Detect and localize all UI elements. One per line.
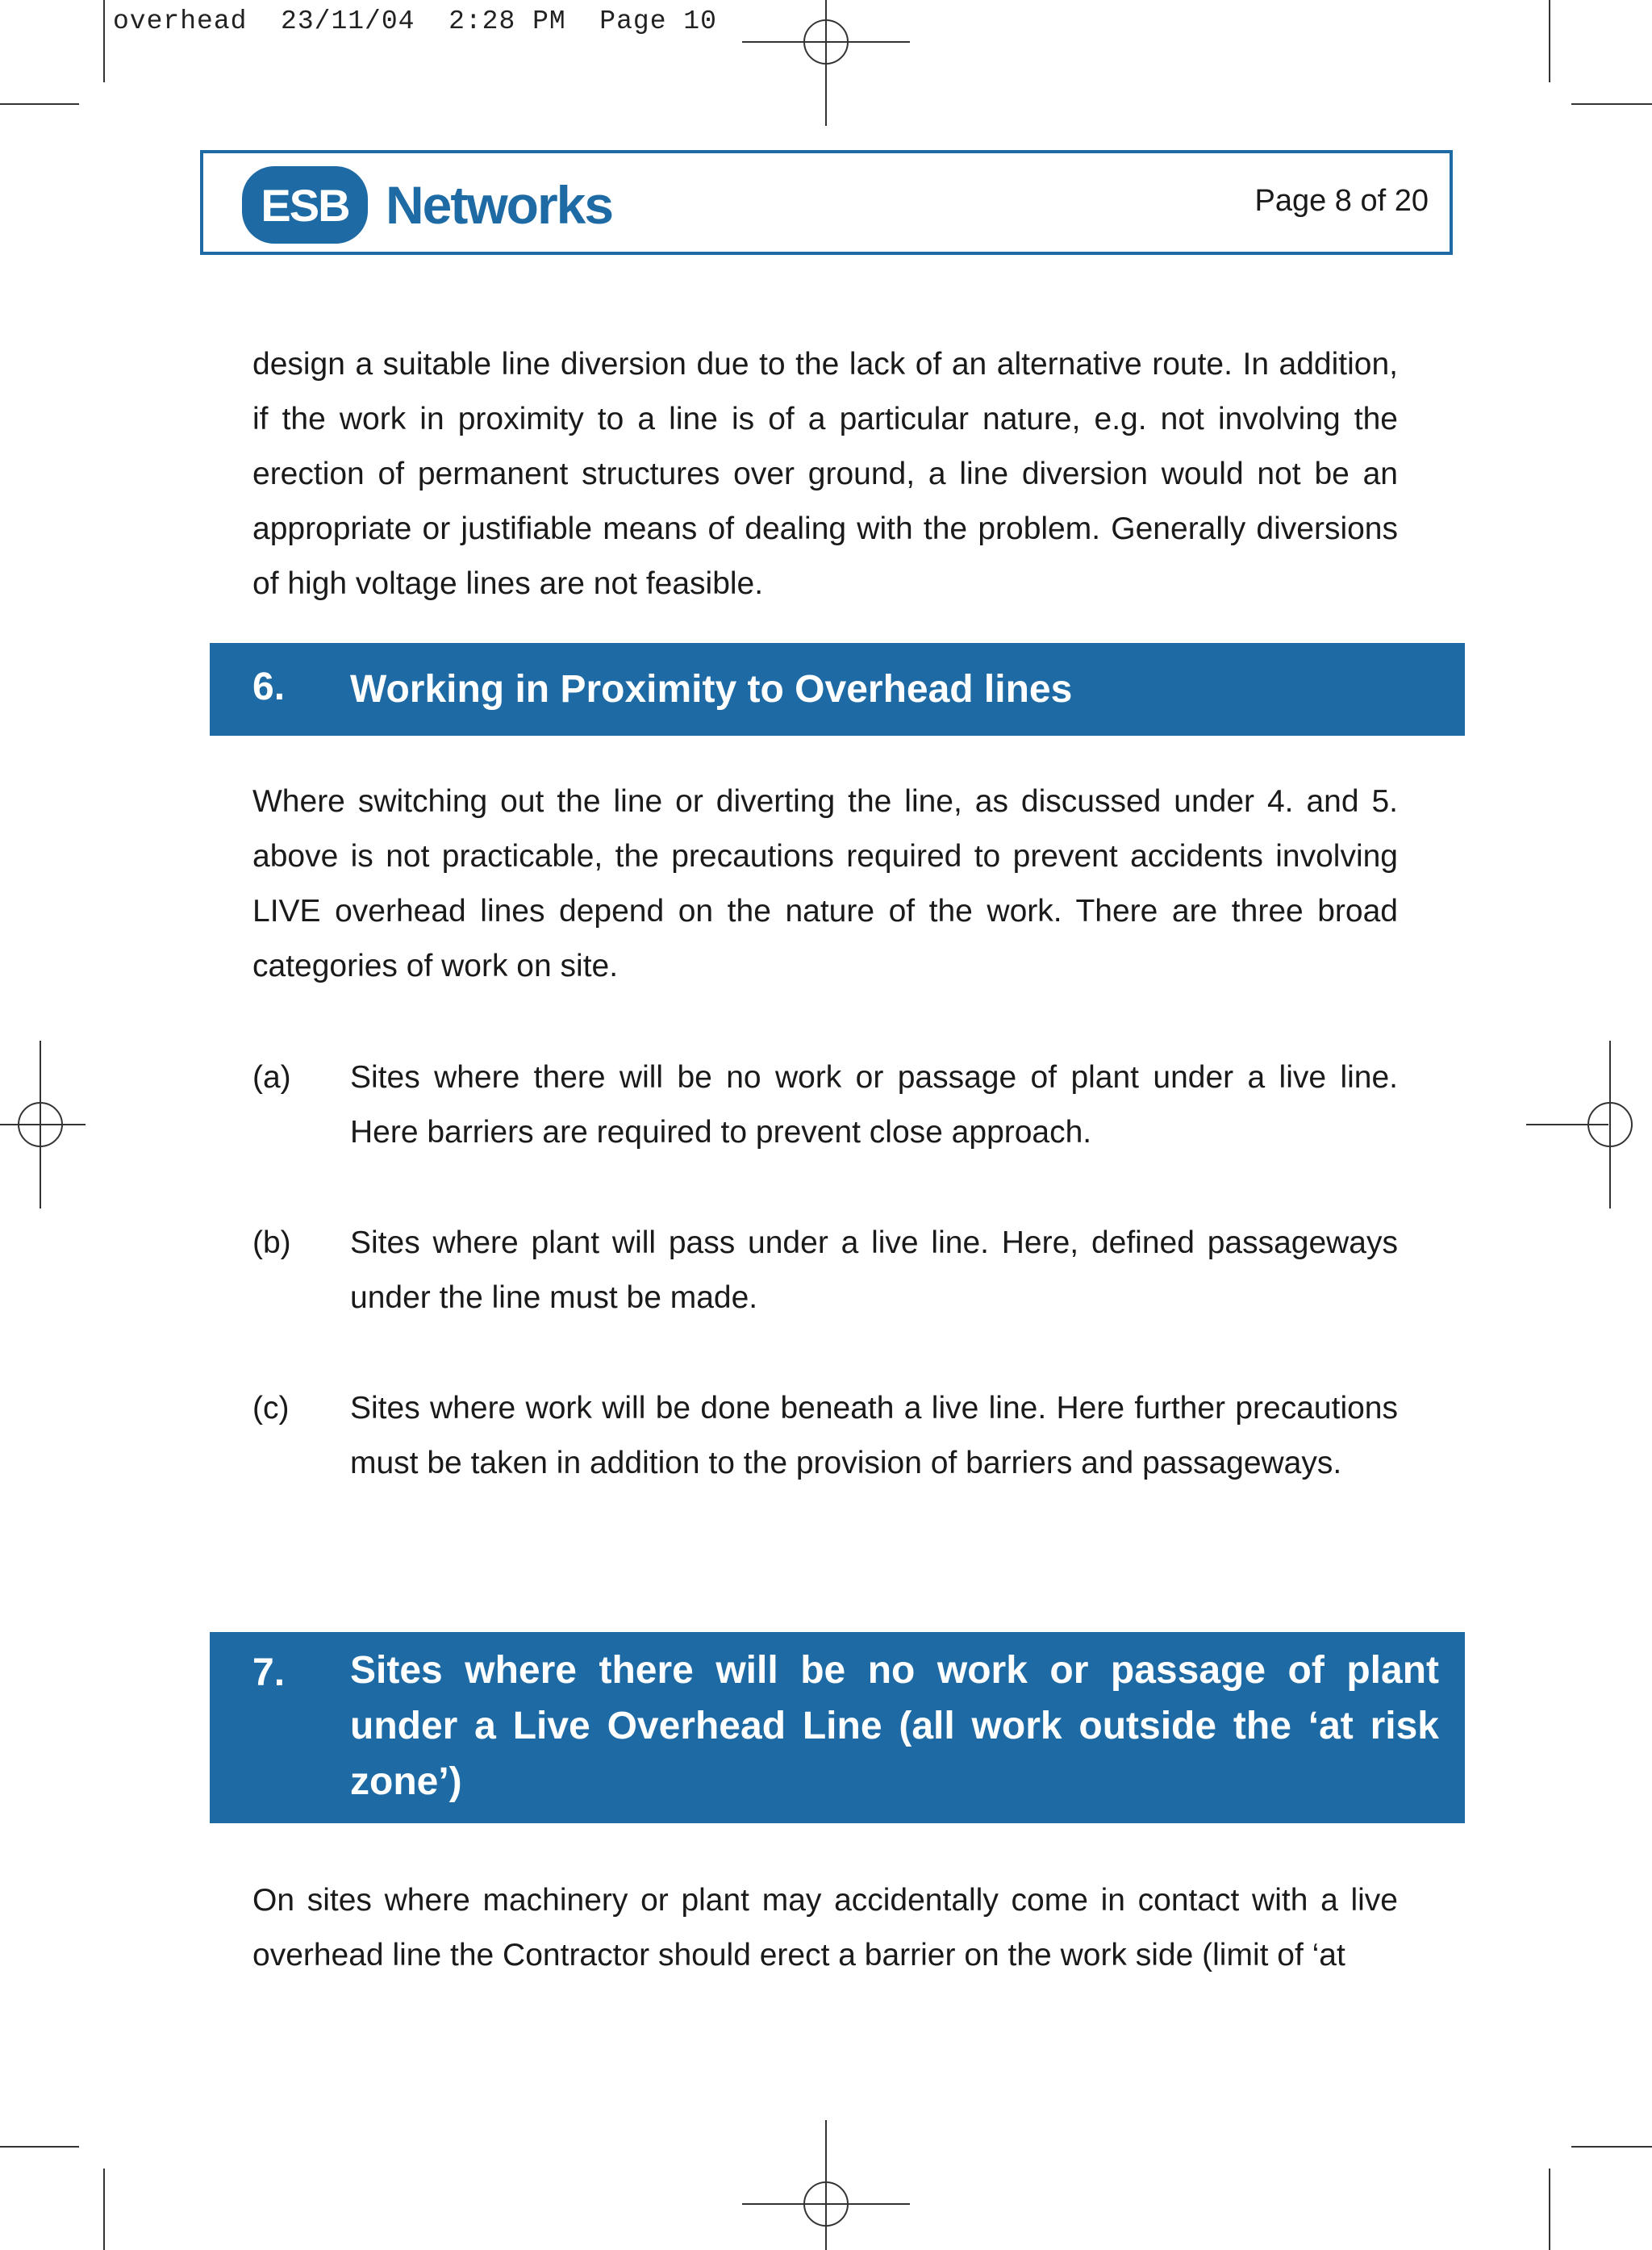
print-slug: overhead 23/11/04 2:28 PM Page 10 xyxy=(113,6,717,36)
crop-mark xyxy=(1549,0,1550,82)
esb-networks-logo xyxy=(242,166,612,244)
section-7-paragraph: On sites where machinery or plant may accidentally come in contact with a live overhead line the Contractor should erect a barrier on the work side (limit of ‘at xyxy=(252,1883,1398,1972)
page-number: Page 8 of 20 xyxy=(1254,184,1429,218)
crop-mark xyxy=(0,2146,79,2148)
intro-paragraph: design a suitable line diversion due to the lack of an alternative route. In addition, if the work in proximity to a line is of a particular nature, e.g. not involving the erection of permanent structures over ground, a line diversion would not be an appropriate or justifiable means of dealing with the problem. Generally diversions of high voltage lines are not feasible. xyxy=(252,347,1398,601)
registration-mark-left xyxy=(6,1091,74,1158)
esb-logo-icon: ESB xyxy=(242,166,368,244)
section-number: 7. xyxy=(252,1651,286,1694)
crop-mark xyxy=(1549,2169,1550,2250)
registration-mark-top xyxy=(792,8,860,76)
section-6-heading xyxy=(210,643,1465,736)
crop-mark xyxy=(1571,2146,1652,2148)
page-header xyxy=(200,150,1453,255)
section-title: Working in Proximity to Overhead lines xyxy=(350,668,1073,711)
section-title: Sites where there will be no work or passage of plant under a Live Overhead Line (all work outside the ‘at risk zone’) xyxy=(350,1649,1439,1803)
list-text: Sites where plant will pass under a live line. Here, defined passageways under the line must be made. xyxy=(350,1225,1398,1315)
crop-mark xyxy=(103,2169,105,2250)
registration-mark-right xyxy=(1576,1091,1644,1158)
list-text: Sites where work will be done beneath a live line. Here further precautions must be taken in addition to the provision of barriers and passageways. xyxy=(350,1391,1398,1480)
crop-mark xyxy=(1571,103,1652,105)
section-6-paragraph: Where switching out the line or diverting the line, as discussed under 4. and 5. above is not practicable, the precautions required to prevent accidents involving LIVE overhead lines depend on the nature of the work. There are three broad categories of work on site. xyxy=(252,784,1398,983)
logo-wordmark: Networks xyxy=(386,175,613,235)
list-label: (c) xyxy=(252,1391,290,1426)
crop-mark xyxy=(0,103,79,105)
list-label: (a) xyxy=(252,1060,291,1095)
list-text: Sites where there will be no work or passage of plant under a live line. Here barriers are required to prevent close approach. xyxy=(350,1060,1398,1150)
registration-mark-bottom xyxy=(792,2170,860,2238)
section-number: 6. xyxy=(252,666,286,708)
list-label: (b) xyxy=(252,1225,291,1260)
crop-mark xyxy=(103,0,105,82)
section-7-heading xyxy=(210,1632,1465,1823)
